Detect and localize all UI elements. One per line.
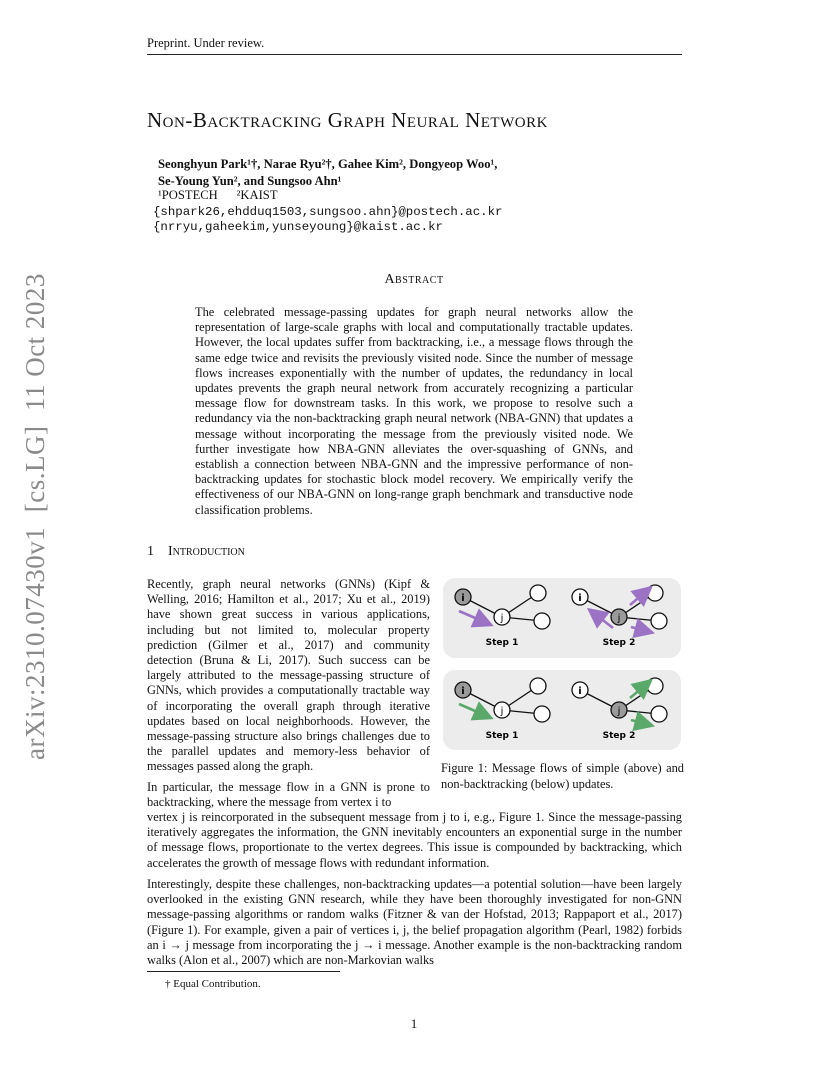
node-i-label: i [461, 686, 465, 697]
intro-paragraph-2-cont: vertex j is reincorporated in the subsequent message from j to i, e.g., Figure 1. Since the message-passing iteratively aggregates the information, the GNN inevitably encounters an exponential surge in the number of message flows, proportionate to the vertex degrees. This issue is compounded by backtracking, which accelerates the growth of message flows with redundant information. [147, 810, 682, 870]
step1-label: Step 1 [485, 638, 519, 648]
author-list [158, 156, 497, 190]
section-number: 1 [147, 544, 154, 559]
footnote-rule [147, 971, 340, 972]
non-backtracking-panel [443, 670, 681, 750]
header-rule [147, 54, 682, 55]
simple-update-panel [443, 578, 681, 658]
abstract-body: The celebrated message-passing updates for graph neural networks allow the representation of large-scale graphs with local and computationally tractable updates. However, the local updates suffer from backtracking, i.e., a message flows through the same edge twice and revisits the previously visited node. Since the number of message flows increases exponentially with the number of updates, the redundancy in local updates prevents the graph neural network from accurately recognizing a particular message flow for downstream tasks. In this work, we propose to resolve such a redundancy via the non-backtracking graph neural network (NBA-GNN) that updates a message without incorporating the message from the previously visited node. We further investigate how NBA-GNN alleviates the over-squashing of GNNs, and establish a connection between NBA-GNN and the impressive performance of non-backtracking updates for stochastic block model recovery. We empirically verify the effectiveness of our NBA-GNN on long-range graph benchmark and transductive node classification problems. [195, 305, 633, 517]
figure-caption: Figure 1: Message flows of simple (above) and non-backtracking (below) updates. [441, 761, 684, 791]
section-heading [147, 544, 245, 560]
intro-paragraph-3: Interestingly, despite these challenges, non-backtracking updates—a potential solution—have been largely overlooked in the existing GNN research, while they have been thoroughly investigated for non-GNN message-passing algorithms or random walks (Fitzner & van der Hofstad, 2013; Rappaport et al., 2017) (Figure 1). For example, given a pair of vertices i, j, the belief propagation algorithm (Pearl, 1982) forbids an i → j message from incorporating the j → i message. Another example is the non-backtracking random walks (Alon et al., 2007) which are non-Markovian walks [147, 877, 682, 968]
affiliations: ¹POSTECH ²KAIST [158, 188, 278, 202]
author-line-1: Seonghyun Park¹†, Narae Ryu²†, Gahee Kim², Dongyeop Woo¹, [158, 157, 498, 171]
step2-label: Step 2 [602, 731, 636, 741]
node-i-label: i [578, 686, 582, 697]
paper-title: Non-Backtracking Graph Neural Network [147, 108, 548, 132]
email-line-1: {shpark26,ehdduq1503,sungsoo.ahn}@postech.ac.kr [153, 205, 503, 219]
email-line-2: {nrryu,gaheekim,yunseyoung}@kaist.ac.kr [153, 220, 443, 234]
node-j-label: j [500, 706, 504, 717]
step1-label: Step 1 [485, 731, 519, 741]
node-i-label: i [461, 593, 465, 604]
author-line-2: Se-Young Yun², and Sungsoo Ahn¹ [158, 174, 342, 188]
running-header: Preprint. Under review. [147, 36, 265, 50]
node-j-label: j [500, 613, 504, 624]
step2-label: Step 2 [602, 638, 636, 648]
section-title: Introduction [168, 544, 245, 559]
node-i-label: i [578, 593, 582, 604]
node-j-label: j [617, 706, 621, 717]
footnote: † Equal Contribution. [165, 978, 261, 990]
intro-paragraph-2-start: In particular, the message flow in a GNN is prone to backtracking, where the message from vertex i to [147, 780, 430, 810]
node-j-label: j [617, 613, 621, 624]
abstract-heading: Abstract [384, 272, 444, 287]
arxiv-stamp: arXiv:2310.07430v1 [cs.LG] 11 Oct 2023 [20, 273, 50, 760]
page-number: 1 [410, 1016, 418, 1031]
figure-1 [441, 576, 683, 752]
intro-paragraph-1: Recently, graph neural networks (GNNs) (Kipf & Welling, 2016; Hamilton et al., 2017; Xu et al., 2019) have shown great success in various applications, including but not limited to, molecular property prediction (Gilmer et al., 2017) and community detection (Bruna & Li, 2017). Such success can be largely attributed to the message-passing structure of GNNs, which provides a computationally tractable way of incorporating the overall graph through iterative updates based on local neighborhoods. However, the message-passing structure also brings challenges due to the parallel updates and memory-less behavior of messages passed along the graph. [147, 577, 430, 774]
